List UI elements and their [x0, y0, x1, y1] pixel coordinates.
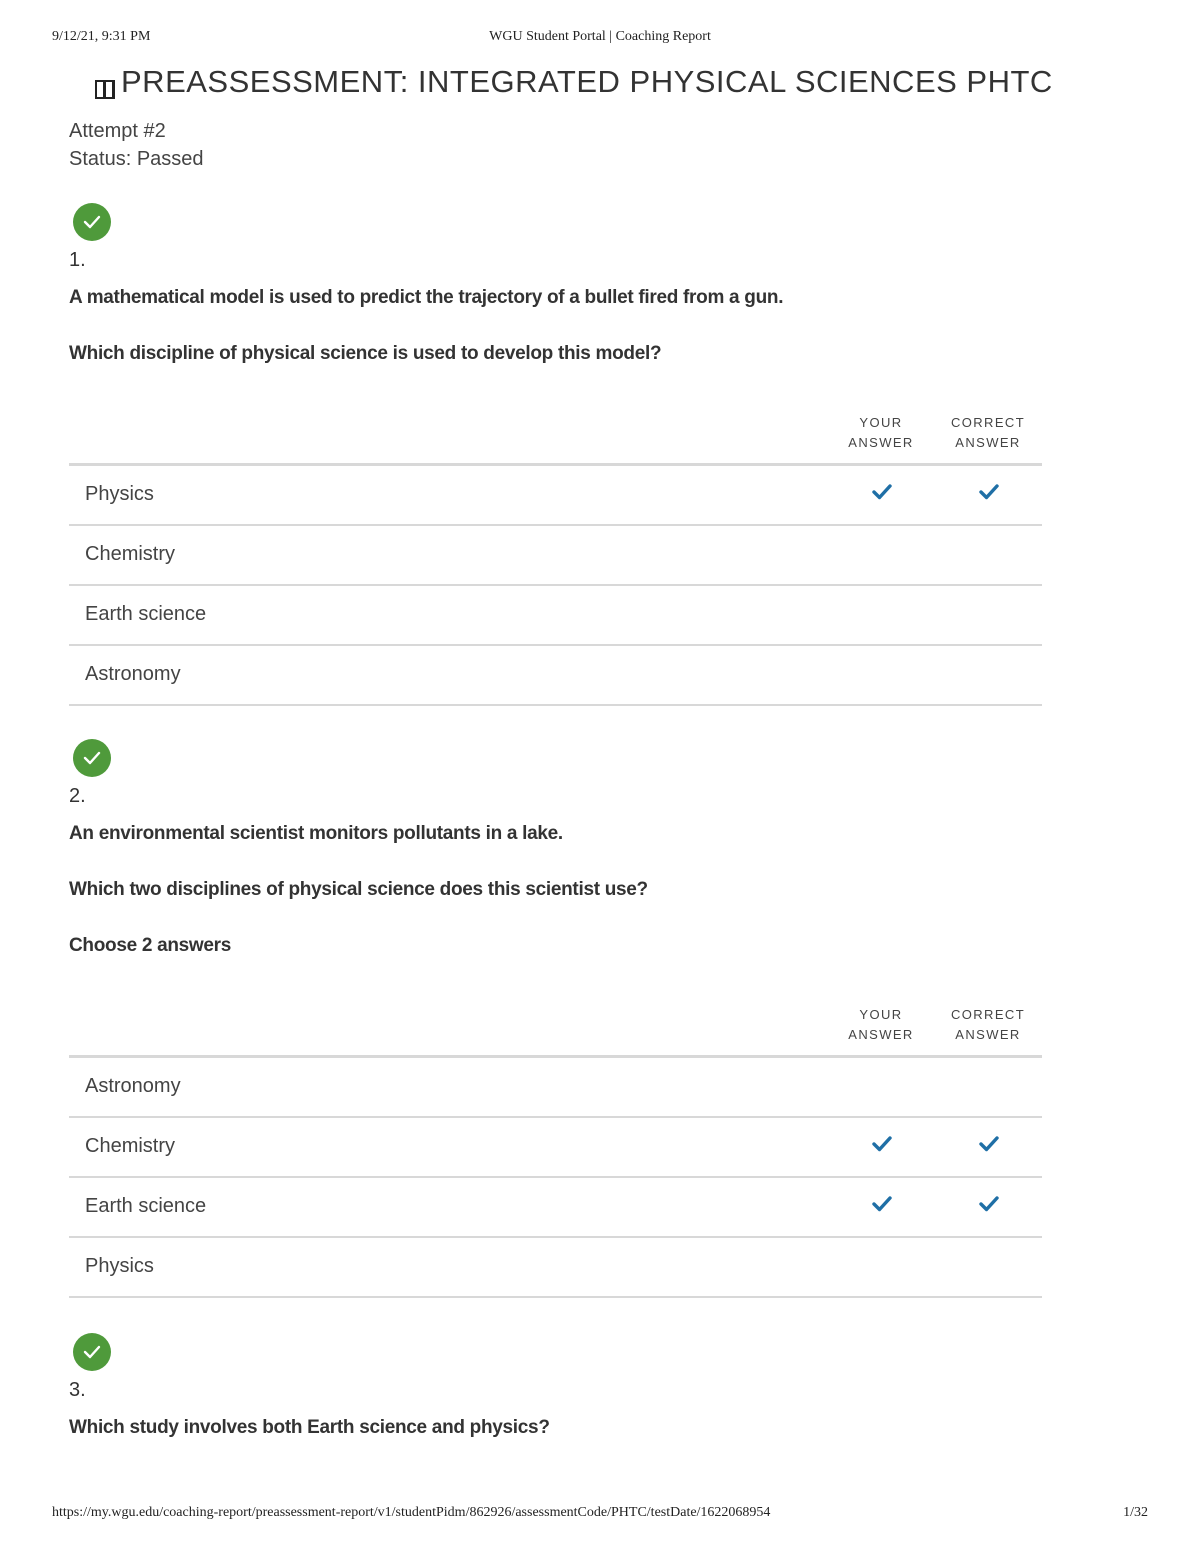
answer-option-label: Earth science [85, 603, 207, 625]
attempt-number: Attempt #2 [69, 120, 166, 142]
checkmark-icon [979, 1195, 999, 1213]
answer-option-label: Earth science [85, 1195, 207, 1217]
answer-row [69, 1058, 1042, 1118]
checkmark-icon [872, 1195, 892, 1213]
question-prompt: Which two disciplines of physical science does this scientist use? [69, 879, 648, 900]
answer-row [69, 586, 1042, 646]
question-instruction: Choose 2 answers [69, 935, 232, 956]
correct-answer-header-line2: ANSWER [955, 435, 1021, 450]
print-page-title: WGU Student Portal | Coaching Report [489, 29, 711, 44]
answer-option-label: Physics [85, 483, 154, 505]
question-1 [69, 203, 1042, 685]
answer-rows [69, 1055, 1042, 1298]
your-answer-header-line1: YOUR [859, 1007, 903, 1022]
print-datetime: 9/12/21, 9:31 PM [52, 29, 151, 44]
answer-option-label: Physics [85, 1255, 154, 1277]
checkmark-icon [979, 1135, 999, 1153]
question-stem: A mathematical model is used to predict the trajectory of a bullet fired from a gun. [69, 287, 784, 308]
question-2 [69, 739, 1042, 1277]
check-circle-icon [73, 1333, 111, 1371]
attempt-status: Status: Passed [69, 148, 204, 170]
your-answer-header-line2: ANSWER [848, 1027, 914, 1042]
attempt-info [69, 117, 204, 173]
answer-option-label: Chemistry [85, 543, 176, 565]
answer-option-label: Astronomy [85, 1075, 181, 1097]
answer-row [69, 1118, 1042, 1178]
your-answer-header-line2: ANSWER [848, 435, 914, 450]
your-answer-header [826, 413, 936, 453]
check-circle-icon [73, 203, 111, 241]
answer-row [69, 526, 1042, 586]
correct-answer-header [933, 413, 1043, 453]
your-answer-header [826, 1005, 936, 1045]
correct-answer-header-line2: ANSWER [955, 1027, 1021, 1042]
report-title-text: PREASSESSMENT: INTEGRATED PHYSICAL SCIENCES PHTC [121, 64, 1053, 99]
print-header [0, 29, 1200, 49]
correct-answer-header-line1: CORRECT [950, 1007, 1026, 1022]
answer-row [69, 1238, 1042, 1298]
print-page-number: 1/32 [1123, 1505, 1148, 1520]
correct-answer-header-line1: CORRECT [950, 415, 1026, 430]
question-prompt: Which discipline of physical science is used to develop this model? [69, 343, 662, 364]
question-number: 1. [69, 249, 86, 271]
answer-row [69, 466, 1042, 526]
checkmark-icon [979, 483, 999, 501]
report-title [93, 64, 1053, 100]
correct-answer-header [933, 1005, 1043, 1045]
question-stem: Which study involves both Earth science and physics? [69, 1417, 550, 1438]
question-3 [69, 1333, 1042, 1443]
checkmark-icon [872, 1135, 892, 1153]
your-answer-header-line1: YOUR [859, 415, 903, 430]
print-footer [0, 1505, 1200, 1525]
checkmark-icon [872, 483, 892, 501]
answer-rows [69, 463, 1042, 706]
answer-option-label: Astronomy [85, 663, 181, 685]
print-url: https://my.wgu.edu/coaching-report/preassessment-report/v1/studentPidm/862926/assessmentCode/PHTC/testDate/1622068954 [52, 1505, 771, 1520]
answer-row [69, 1178, 1042, 1238]
question-number: 3. [69, 1379, 86, 1401]
check-circle-icon [73, 739, 111, 777]
book-icon [93, 70, 119, 102]
question-number: 2. [69, 785, 86, 807]
question-stem: An environmental scientist monitors pollutants in a lake. [69, 823, 563, 844]
answer-option-label: Chemistry [85, 1135, 176, 1157]
answer-row [69, 646, 1042, 706]
